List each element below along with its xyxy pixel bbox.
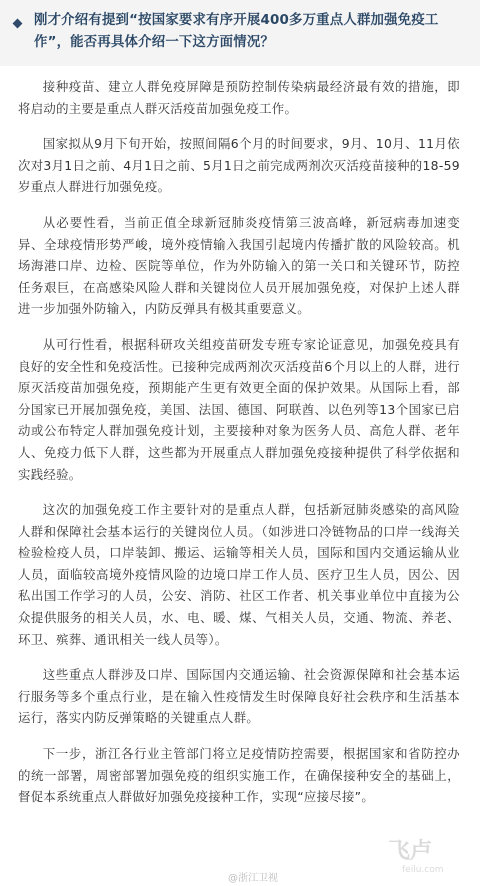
paragraph-7: 下一步，浙江各行业主管部门将立足疫情防控需要，根据国家和省防控办的统一部署，周密部署加强免疫的组织实施工作，在确保接种安全的基础上，督促本系统重点人群做好加强免疫接种工作，实现“应接尽接”。	[18, 746, 460, 805]
question-banner	[0, 0, 480, 66]
watermark-logo-url: feilu.com	[402, 865, 444, 875]
paragraph-2: 国家拟从9月下旬开始，按照间隔6个月的时间要求，9月、10月、11月依次对3月1日之前、4月1日之前、5月1日之前完成两剂次灭活疫苗接种的18-59岁重点人群进行加强免疫。	[18, 136, 460, 195]
diamond-bullet-icon	[13, 19, 23, 29]
paragraph-4: 从可行性看，根据科研攻关组疫苗研发专班专家论证意见，加强免疫具有良好的安全性和免疫活性。已接种完成两剂次灭活疫苗6个月以上的人群，进行原灭活疫苗加强免疫，预期能产生更有效更全面的保护效果。从国际上看，部分国家已开展加强免疫，美国、法国、德国、阿联酋、以色列等13个国家已启动或公布特定人群加强免疫计划，主要接种对象为医务人员、高危人群、老年人、免疫力低下人群，这些都为开展重点人群加强免疫接种提供了科学依据和实践经验。	[18, 336, 460, 482]
paragraph-5: 这次的加强免疫工作主要针对的是重点人群，包括新冠肺炎感染的高风险人群和保障社会基本运行的关键岗位人员。（如涉进口冷链物品的口岸一线海关检验检疫人员，口岸装卸、搬运、运输等相关人员，国际和国内交通运输从业人员，面临较高境外疫情风险的边境口岸工作人员、医疗卫生人员，因公、因私出国工作学习的人员，公安、消防、社区工作者、机关事业单位中直接为公众提供服务的相关人员，水、电、暖、煤、气相关人员，交通、物流、养老、环卫、殡葬、通讯相关一线人员等）。	[18, 502, 460, 647]
watermark-logo	[380, 834, 472, 878]
paragraph-1: 接种疫苗、建立人群免疫屏障是预防控制传染病最经济最有效的措施，即将启动的主要是重点人群灭活疫苗加强免疫工作。	[18, 79, 460, 116]
watermark-handle: @浙江卫视	[228, 873, 278, 884]
watermark-logo-text: 飞卢	[388, 839, 433, 864]
article-body	[0, 76, 480, 808]
paragraph-6: 这些重点人群涉及口岸、国际国内交通运输、社会资源保障和社会基本运行服务等多个重点行业，是在输入性疫情发生时保障良好社会秩序和生活基本运行，落实内防反弹策略的关键重点人群。	[18, 667, 460, 726]
question-text: 刚才介绍有提到“按国家要求有序开展400多万重点人群加强免疫工作”，能否再具体介绍一下这方面情况？	[34, 13, 439, 50]
paragraph-3: 从必要性看，当前正值全球新冠肺炎疫情第三波高峰，新冠病毒加速变异、全球疫情形势严峻，境外疫情输入我国引起境内传播扩散的风险较高。机场海港口岸、边检、医院等单位，作为外防输入的第一关口和关键环节，防控任务艰巨，在高感染风险人群和关键岗位人员开展加强免疫，对保护上述人群进一步加强外防输入，内防反弹具有极其重要意义。	[18, 214, 460, 317]
